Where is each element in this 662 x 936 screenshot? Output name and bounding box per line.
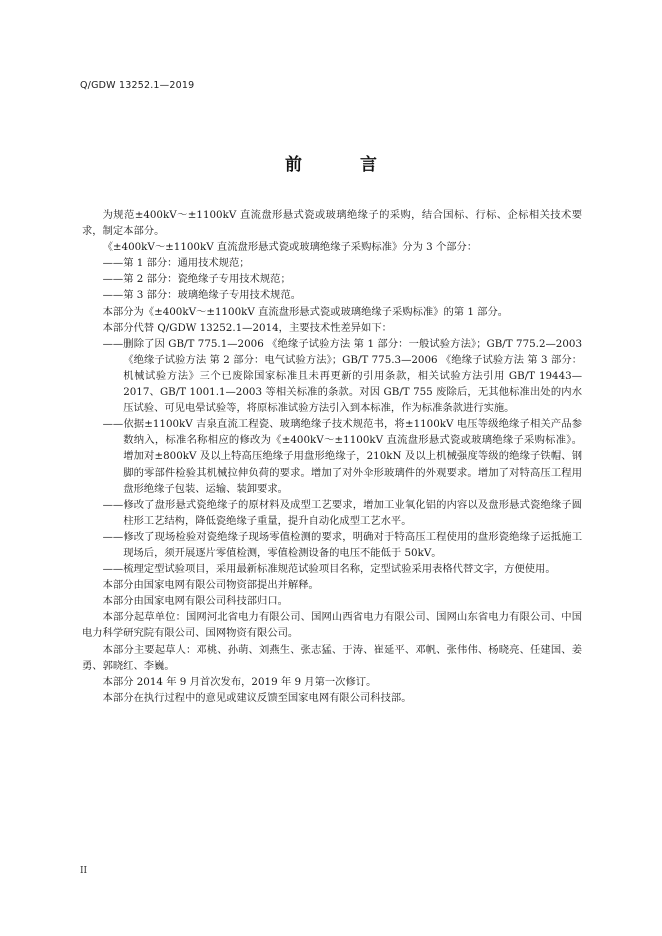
page-title: 前 言 bbox=[285, 155, 403, 175]
paragraph-drafters: 本部分主要起草人：邓桃、孙萌、刘燕生、张志猛、于涛、崔延平、邓帆、张伟伟、杨晓亮、任建国、姜勇、郭晓红、李巍。 bbox=[82, 643, 582, 672]
list-item-part-2: ——第 2 部分：瓷绝缘子专用技术规范； bbox=[102, 273, 291, 286]
change-item-3: ——修改了盘形悬式瓷绝缘子的原材料及成型工艺要求，增加工业氧化铝的内容以及盘形悬式瓷绝缘子圆柱形工艺结构，降低瓷绝缘子重量，提升自动化成型工艺水平。 bbox=[102, 498, 582, 527]
paragraph-structure: 《±400kV～±1100kV 直流盘形悬式瓷或玻璃绝缘子采购标准》分为 3 个部分： bbox=[102, 241, 478, 254]
change-item-4: ——修改了现场检验对瓷绝缘子现场零值检测的要求，明确对于特高压工程使用的盘形瓷绝缘子运抵施工现场后，须开展逐片零值检测，零值检测设备的电压不能低于 50kV。 bbox=[102, 530, 582, 559]
foreword-body bbox=[82, 207, 582, 706]
paragraph-feedback: 本部分在执行过程中的意见或建议反馈至国家电网有限公司科技部。 bbox=[102, 691, 412, 704]
paragraph-proposed-by: 本部分由国家电网有限公司物资部提出并解释。 bbox=[102, 579, 319, 592]
change-item-5: ——梳理定型试验项目，采用最新标准规范试验项目名称，定型试验采用表格代替文字，方便使用。 bbox=[102, 563, 556, 576]
paragraph-purpose: 为规范±400kV～±1100kV 直流盘形悬式瓷或玻璃绝缘子的采购，结合国标、行标、企标相关技术要求，制定本部分。 bbox=[82, 209, 582, 238]
change-item-2: ——依据±1100kV 吉泉直流工程瓷、玻璃绝缘子技术规范书，将±1100kV 电压等级绝缘子相关产品参数纳入，标准名称相应的修改为《±400kV～±1100kV 直流盘形悬式瓷或玻璃绝缘子采购标准》。增加对±800kV 及以上特高压绝缘子用盘形绝缘子，210kN 及以上机械强度等级的绝缘子铁帽、钢脚的零部件检验其机械拉伸负荷的要求。增加了对外伞形玻璃件的外观要求。增加了对特高压工程用盘形绝缘子包装、运输、装卸要求。 bbox=[102, 418, 582, 495]
list-item-part-1: ——第 1 部分：通用技术规范； bbox=[102, 257, 250, 270]
paragraph-drafting-units: 本部分起草单位：国网河北省电力有限公司、国网山西省电力有限公司、国网山东省电力有限公司、中国电力科学研究院有限公司、国网物资有限公司。 bbox=[82, 611, 582, 640]
paragraph-administered-by: 本部分由国家电网有限公司科技部归口。 bbox=[102, 595, 288, 608]
paragraph-history: 本部分 2014 年 9 月首次发布，2019 年 9 月第一次修订。 bbox=[102, 675, 377, 688]
change-item-1: ——删除了因 GB/T 775.1—2006 《绝缘子试验方法 第 1 部分：一般试验方法》；GB/T 775.2—2003 《绝缘子试验方法 第 2 部分：电气试验方法》；GB/T 775.3—2006 《绝缘子试验方法 第 3 部分：机械试验方法》三个已废除国家标准且未再更新的引用条款，相关试验方法引用 GB/T 19443—2017、GB/T 1001.1—2003 等相关标准的条款。对因 GB/T 755 废除后，无其他标准出处的内水压试验、可见电晕试验等，将原标准试验方法引入到本标准，作为标准条款进行实施。 bbox=[102, 337, 582, 415]
page-number: II bbox=[80, 866, 88, 876]
paragraph-part-statement: 本部分为《±400kV～±1100kV 直流盘形悬式瓷或玻璃绝缘子采购标准》的第 1 部分。 bbox=[102, 305, 509, 318]
list-item-part-3: ——第 3 部分：玻璃绝缘子专用技术规范。 bbox=[102, 289, 302, 302]
paragraph-replaces: 本部分代替 Q/GDW 13252.1—2014，主要技术性差异如下： bbox=[102, 321, 392, 334]
standard-number: Q/GDW 13252.1—2019 bbox=[80, 80, 195, 91]
